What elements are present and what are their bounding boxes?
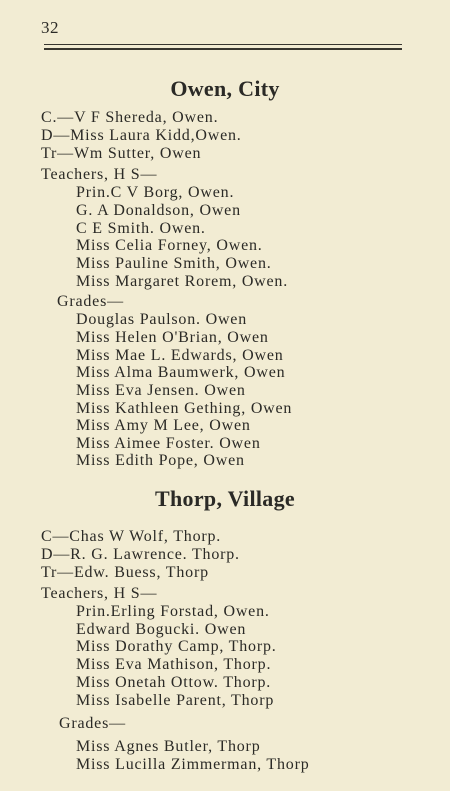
- owen-hs-teacher-6: Miss Margaret Rorem, Owen.: [76, 273, 289, 290]
- owen-hs-teacher-1: Prin.C V Borg, Owen.: [76, 184, 235, 201]
- owen-grade-teacher-5: Miss Eva Jensen. Owen: [76, 382, 246, 399]
- thorp-hs-teacher-3: Miss Dorathy Camp, Thorp.: [76, 638, 277, 655]
- thorp-hs-teacher-1: Prin.Erling Forstad, Owen.: [76, 603, 270, 620]
- owen-hs-teacher-5: Miss Pauline Smith, Owen.: [76, 255, 272, 272]
- thorp-grades-heading: Grades—: [59, 715, 126, 732]
- owen-director-line: D—Miss Laura Kidd,Owen.: [41, 127, 242, 144]
- owen-grade-teacher-7: Miss Amy M Lee, Owen: [76, 417, 251, 434]
- owen-grade-teacher-1: Douglas Paulson. Owen: [76, 311, 248, 328]
- thorp-hs-teacher-2: Edward Bogucki. Owen: [76, 621, 247, 638]
- owen-grade-teacher-8: Miss Aimee Foster. Owen: [76, 435, 261, 452]
- owen-teachers-heading: Teachers, H S—: [41, 166, 158, 183]
- owen-hs-teacher-2: G. A Donaldson, Owen: [76, 202, 241, 219]
- thorp-hs-teacher-5: Miss Onetah Ottow. Thorp.: [76, 674, 272, 691]
- owen-treasurer-line: Tr—Wm Sutter, Owen: [41, 145, 202, 162]
- thorp-director-line: D—R. G. Lawrence. Thorp.: [41, 546, 240, 563]
- page-number: 32: [41, 18, 59, 37]
- owen-grade-teacher-2: Miss Helen O'Brian, Owen: [76, 329, 269, 346]
- thorp-grade-teacher-1: Miss Agnes Butler, Thorp: [76, 738, 261, 755]
- thorp-clerk-line: C—Chas W Wolf, Thorp.: [41, 528, 222, 545]
- header-rule-thick: [44, 48, 402, 50]
- owen-grade-teacher-6: Miss Kathleen Gething, Owen: [76, 400, 293, 417]
- thorp-hs-teacher-6: Miss Isabelle Parent, Thorp: [76, 692, 275, 709]
- owen-grades-heading: Grades—: [57, 293, 124, 310]
- owen-grade-teacher-3: Miss Mae L. Edwards, Owen: [76, 347, 284, 364]
- owen-grade-teacher-4: Miss Alma Baumwerk, Owen: [76, 364, 286, 381]
- section-title-owen-city: Owen, City: [170, 76, 280, 101]
- thorp-hs-teacher-4: Miss Eva Mathison, Thorp.: [76, 656, 272, 673]
- thorp-treasurer-line: Tr—Edw. Buess, Thorp: [41, 564, 209, 581]
- thorp-grade-teacher-2: Miss Lucilla Zimmerman, Thorp: [76, 756, 310, 773]
- owen-clerk-line: C.—V F Shereda, Owen.: [41, 109, 219, 126]
- header-rule-thin: [44, 44, 402, 45]
- section-title-thorp-village: Thorp, Village: [155, 486, 295, 511]
- owen-grade-teacher-9: Miss Edith Pope, Owen: [76, 452, 245, 469]
- owen-hs-teacher-3: C E Smith. Owen.: [76, 220, 206, 237]
- owen-hs-teacher-4: Miss Celia Forney, Owen.: [76, 237, 263, 254]
- thorp-teachers-heading: Teachers, H S—: [41, 585, 158, 602]
